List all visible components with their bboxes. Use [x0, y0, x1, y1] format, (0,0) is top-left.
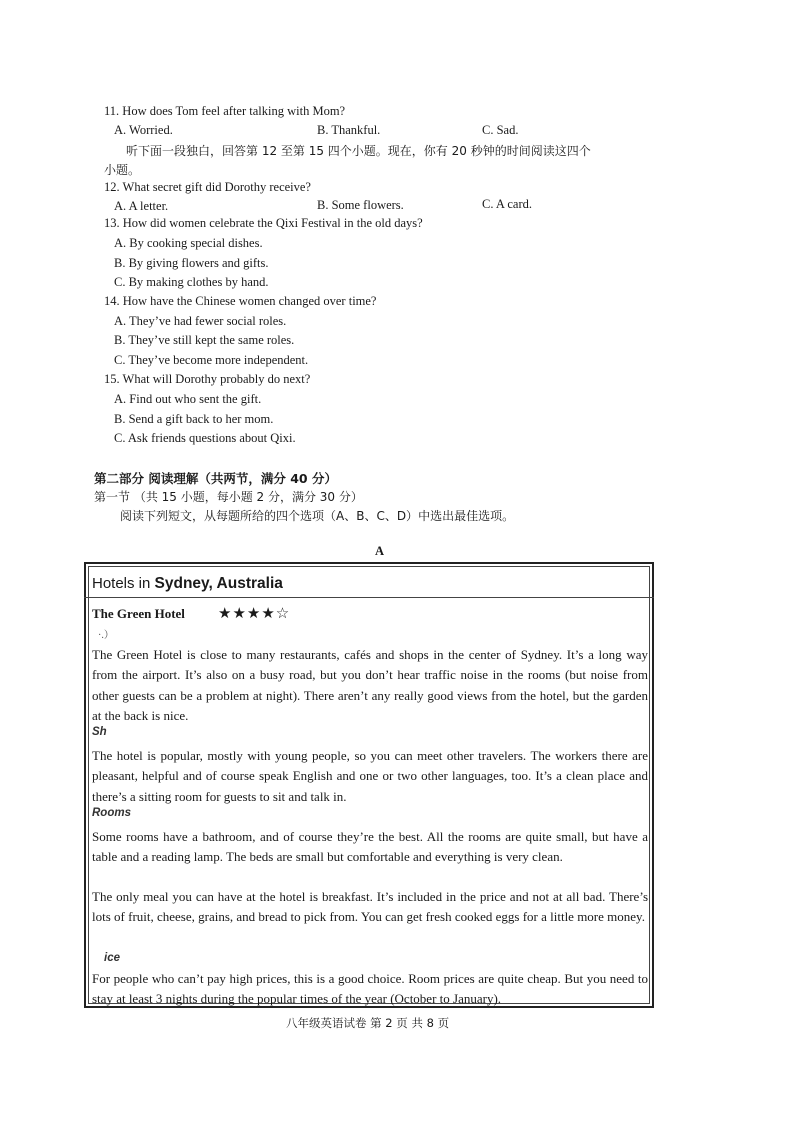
- q14-option-c: C. They’ve become more independent.: [114, 353, 309, 367]
- passage-label: A: [375, 544, 385, 558]
- faint-mark: ·.）: [98, 630, 114, 641]
- q15-stem: 15. What will Dorothy probably do next?: [104, 372, 311, 386]
- passage-paragraph-location: The Green Hotel is close to many restaurants, cafés and shops in the center of Sydney. It’s a long way from the airport. It’s also on a busy road, but you don’t hear traffic noise in the rooms (but noise from other guests can be a problem at night). There aren’t any really good views from the hotel, but the garden at the back is nice.: [92, 647, 648, 723]
- q11-option-c: C. Sad.: [482, 123, 519, 137]
- passage-subheading-rooms: Rooms: [92, 807, 131, 819]
- q12-option-b: B. Some flowers.: [317, 198, 404, 212]
- passage-paragraph-staff: The hotel is popular, mostly with young people, so you can meet other travelers. The workers there are pleasant, helpful and of course speak English and one or two other languages, too. It’s a clean place and there’s a sitting room for guests to sit and talk in.: [92, 748, 648, 804]
- q11-stem: 11. How does Tom feel after talking with Mom?: [104, 104, 346, 118]
- passage-title: [92, 575, 283, 593]
- q15-option-c: C. Ask friends questions about Qixi.: [114, 431, 296, 445]
- reading-instruction: 阅读下列短文，从每题所给的四个选项（A、B、C、D）中选出最佳选项。: [120, 509, 515, 523]
- q12-stem: 12. What secret gift did Dorothy receive?: [104, 180, 311, 194]
- passage-paragraph-rooms: Some rooms have a bathroom, and of course they’re the best. All the rooms are quite small, but have a table and a reading lamp. The beds are small but comfortable and everything is very clean.: [92, 829, 648, 865]
- q12-option-a: A. A letter.: [114, 199, 169, 213]
- hotel-name: The Green Hotel: [92, 606, 185, 621]
- passage-subheading-price: ice: [104, 952, 120, 964]
- listening-instruction-cont: 小题。: [104, 163, 141, 177]
- part-two-title: 第二部分 阅读理解（共两节，满分 40 分）: [94, 471, 337, 486]
- q14-option-b: B. They’ve still kept the same roles.: [114, 333, 295, 347]
- q13-option-b: B. By giving flowers and gifts.: [114, 256, 269, 270]
- q15-option-b: B. Send a gift back to her mom.: [114, 412, 274, 426]
- passage-paragraph-food: The only meal you can have at the hotel is breakfast. It’s included in the price and not at all bad. There’s lots of fruit, cheese, grains, and bread to pick from. You can get fresh cooked eggs for a little more money.: [92, 889, 648, 925]
- section-one-title: 第一节 （共 15 小题，每小题 2 分，满分 30 分）: [94, 490, 363, 504]
- q11-option-b: B. Thankful.: [317, 123, 381, 137]
- q12-option-c: C. A card.: [482, 197, 532, 211]
- q15-option-a: A. Find out who sent the gift.: [114, 392, 262, 406]
- q13-option-a: A. By cooking special dishes.: [114, 236, 263, 250]
- q14-stem: 14. How have the Chinese women changed over time?: [104, 294, 377, 308]
- q13-option-c: C. By making clothes by hand.: [114, 275, 269, 289]
- passage-title-place: Sydney, Australia: [154, 575, 283, 592]
- passage-paragraph-price: For people who can’t pay high prices, this is a good choice. Room prices are quite cheap. But you need to stay at least 3 nights during the popular times of the year (October to January).: [92, 971, 648, 1007]
- passage-title-prefix: Hotels in: [92, 575, 155, 592]
- passage-subheading-staff: Sh: [92, 726, 107, 738]
- page-footer: 八年级英语试卷 第 2 页 共 8 页: [286, 1016, 450, 1030]
- q14-option-a: A. They’ve had fewer social roles.: [114, 314, 287, 328]
- q11-option-a: A. Worried.: [114, 123, 173, 137]
- hotel-star-rating: ★★★★☆: [218, 604, 291, 622]
- listening-instruction: 听下面一段独白，回答第 12 至第 15 四个小题。现在，你有 20 秒钟的时间阅读这四个: [126, 144, 591, 158]
- q13-stem: 13. How did women celebrate the Qixi Festival in the old days?: [104, 216, 423, 230]
